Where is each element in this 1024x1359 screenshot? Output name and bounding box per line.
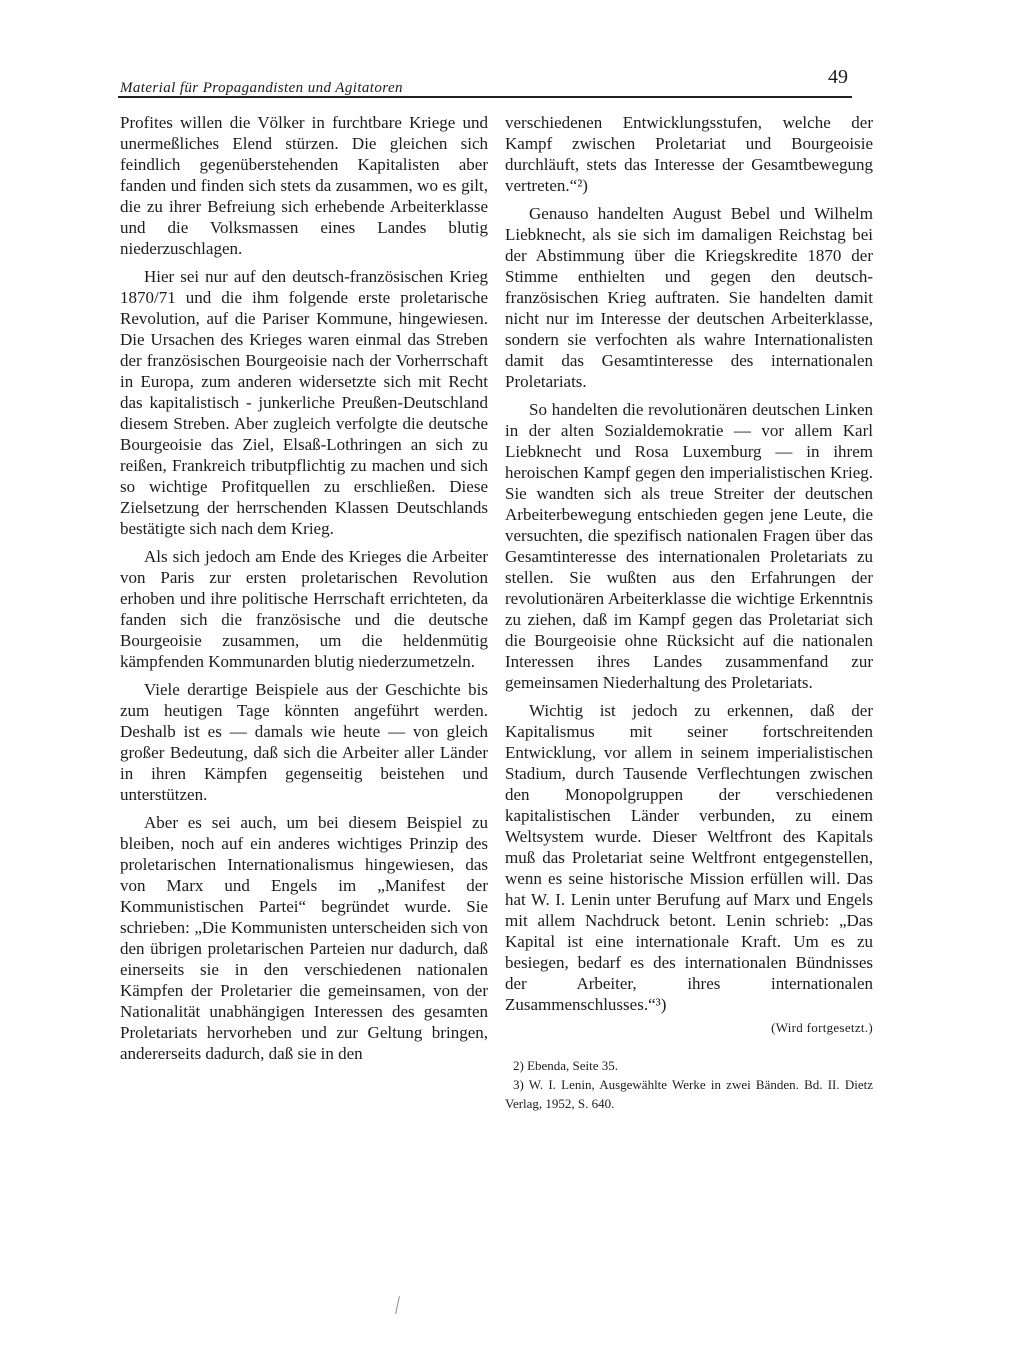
continued-note: (Wird fortgesetzt.) [771, 1020, 873, 1035]
right-column [505, 112, 873, 1113]
page-number: 49 [828, 66, 848, 88]
footnote: 3) W. I. Lenin, Ausgewählte Werke in zwei Bänden. Bd. II. Dietz Verlag, 1952, S. 640. [505, 1077, 873, 1111]
paragraph: Profites willen die Völker in furchtbare Kriege und unermeßliches Elend stürzen. Die gleichen sich feindlich gegenüberstehenden Kapitalisten aber fanden und finden sich stets da zusammen, wo es gilt, die zu ihrer Befreiung sich erhebende Arbeiterklasse und die Volksmassen eines Landes blutig niederzuschlagen. [120, 113, 488, 258]
paragraph: verschiedenen Entwicklungsstufen, welche der Kampf zwischen Proletariat und Bourgeoisie durchläuft, stets das Interesse der Gesamtbewegung vertreten.“²) [505, 113, 873, 195]
left-column [120, 112, 488, 1071]
paragraph: Hier sei nur auf den deutsch-französischen Krieg 1870/71 und die ihm folgende erste proletarische Revolution, auf die Pariser Kommune, hingewiesen. Die Ursachen des Krieges waren einmal das Streben der französischen Bourgeoisie nach der Vorherrschaft in Europa, zum anderen widersetzte sich mit Recht das kapitalistisch - junkerliche Preußen-Deutschland diesem Streben. Aber zugleich verfolgte die deutsche Bourgeoisie das Ziel, Elsaß-Lothringen an sich zu reißen, Frankreich tributpflichtig zu machen und sich so wichtige Profitquellen zu erschließen. Diese Zielsetzung der herrschenden Klassen Deutschlands bestätigte sich nach dem Krieg. [120, 267, 488, 538]
paragraph: Als sich jedoch am Ende des Krieges die Arbeiter von Paris zur ersten proletarischen Revolution erhoben und ihre politische Herrschaft errichteten, da fanden sich die französische und die deutsche Bourgeoisie zusammen, um die heldenmütig kämpfenden Kommunarden blutig niederzumetzeln. [120, 547, 488, 671]
running-title: Material für Propagandisten und Agitatoren [120, 80, 403, 96]
paragraph: Viele derartige Beispiele aus der Geschichte bis zum heutigen Tage könnten angeführt werden. Deshalb ist es — damals wie heute — von gleich großer Bedeutung, daß sich die Arbeiter aller Länder in ihren Kämpfen gegenseitig beistehen und unterstützen. [120, 680, 488, 804]
scan-mark [395, 1296, 400, 1314]
paragraph: Genauso handelten August Bebel und Wilhelm Liebknecht, als sie sich im damaligen Reichstag bei der Abstimmung über die Kriegskredite 1870 der Stimme enthielten und gegen den deutsch-französischen Krieg auftraten. Sie handelten damit nicht nur im Interesse der deutschen Arbeiterklasse, sondern sie verfochten als wahre Internationalisten damit das Gesamtinteresse des internationalen Proletariats. [505, 204, 873, 391]
header-rule [118, 96, 852, 98]
footnote: 2) Ebenda, Seite 35. [513, 1058, 619, 1073]
footnotes [505, 1056, 873, 1113]
paragraph: Aber es sei auch, um bei diesem Beispiel zu bleiben, noch auf ein anderes wichtiges Prinzip des proletarischen Internationalismus hingewiesen, das von Marx und Engels im „Manifest der Kommunistischen Partei“ begründet wurde. Sie schrieben: „Die Kommunisten unterscheiden sich von den übrigen proletarischen Parteien nur dadurch, daß einerseits sie in den verschiedenen nationalen Kämpfen der Proletarier die gemeinsamen, von der Nationalität unabhängigen Interessen des gesamten Proletariats hervorheben und zur Geltung bringen, andererseits dadurch, daß sie in den [120, 813, 488, 1063]
paragraph: Wichtig ist jedoch zu erkennen, daß der Kapitalismus mit seiner fortschreitenden Entwicklung, vor allem in seinem imperialistischen Stadium, durch Tausende Verflechtungen zwischen den Monopolgruppen der verschiedenen kapitalistischen Länder verbunden, zu einem Weltsystem wurde. Dieser Weltfront des Kapitals muß das Proletariat seine Weltfront entgegenstellen, wenn es seine historische Mission erfüllen will. Das hat W. I. Lenin unter Berufung auf Marx und Engels mit allem Nachdruck betont. Lenin schrieb: „Das Kapital ist eine internationale Kraft. Um es zu besiegen, bedarf es des internationalen Bündnisses der Arbeiter, ihres internationalen Zusammenschlusses.“³) [505, 701, 873, 1014]
paragraph: So handelten die revolutionären deutschen Linken in der alten Sozialdemokratie — vor allem Karl Liebknecht und Rosa Luxemburg — in ihrem heroischen Kampf gegen den imperialistischen Krieg. Sie wandten sich als treue Streiter der deutschen Arbeiterbewegung entschieden gegen jene Leute, die versuchten, die spezifisch nationalen Fragen über das Gesamtinteresse des internationalen Proletariats zu stellen. Sie wußten aus den Erfahrungen der revolutionären Arbeiterklasse die wichtige Erkenntnis zu ziehen, daß im Kampf gegen das Proletariat sich die Bourgeoisie ohne Rücksicht auf die nationalen Interessen ihres Landes zusammenfand zur gemeinsamen Niederhaltung des Proletariats. [505, 400, 873, 692]
